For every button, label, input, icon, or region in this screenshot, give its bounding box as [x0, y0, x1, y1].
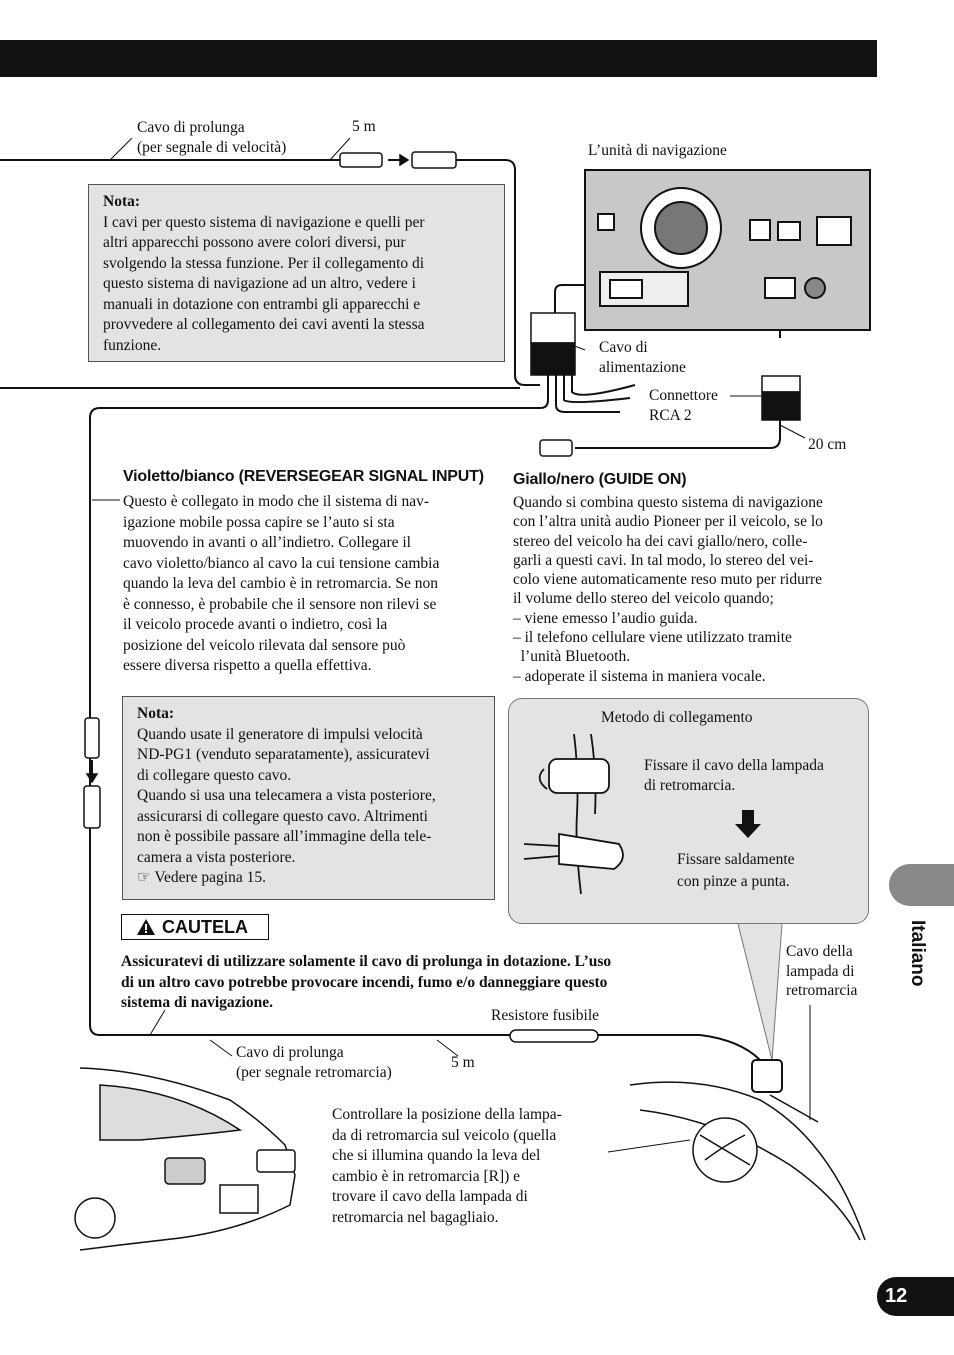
- language-label: Italiano: [907, 920, 928, 987]
- note-top-line: I cavi per questo sistema di navigazione e quelli per: [103, 213, 425, 231]
- violet-text: Questo è collegato in modo che il sistema di nav- igazione mobile possa capire se l’auto si sta muovendo in avanti o all’indietro. Collegare il cavo violetto/bianco al cavo la cui tensione cambia quando la leva del cambio è in retromarcia. Se non è connesso, è probabile che il sensore non rilevi se il veicolo procede avanti o indietro, così la posizione del veicolo rilevata dal sensore può essere diversa rispetto a quella effettiva.: [123, 493, 440, 674]
- yellow-text: Quando si combina questo sistema di navigazione con l’altra unità audio Pioneer per il veicolo, se lo stereo del veicolo ha dei cavi giallo/nero, colle- garli a questi cavi. In tal modo, lo stereo del vei- colo viene automaticamente reso muto per ridurre il volume dello stereo del veicolo quando; – viene emesso l’audio guida. – il telefono cellulare viene utilizzato tramite l’unità Bluetooth. – adoperate il sistema in maniera vocale.: [513, 494, 823, 685]
- reverse-cable-label: Cavo di prolunga (per segnale retromarcia): [236, 1044, 392, 1081]
- page-number: 12: [877, 1277, 954, 1316]
- reverse-lamp-cable-label: Cavo della lampada di retromarcia: [786, 943, 858, 999]
- language-tab: [889, 864, 954, 906]
- warning-icon: [136, 918, 156, 936]
- fuse-resistor-label: Resistore fusibile: [491, 1007, 600, 1024]
- connection-method-box: [508, 698, 869, 924]
- yellow-heading: Giallo/nero (GUIDE ON): [513, 471, 687, 488]
- note-top-title: Nota:: [103, 193, 141, 210]
- method-title: Metodo di collegamento: [601, 709, 753, 726]
- note-bottom: Nota: Quando usate il generatore di impulsi velocità ND-PG1 (venduto separatamente), assicuratevi di collegare questo cavo. Quando si usa una telecamera a vista posteriore, assicurarsi di collegare questo cavo. Altrimenti non è possibile passare all’immagine della tele- camera a vista posteriore. ☞ Vedere pagina 15.: [122, 696, 495, 900]
- length-label-top: 5 m: [352, 118, 376, 135]
- method-step-2: Fissare saldamente con pinze a punta.: [677, 851, 795, 890]
- note-top-line: manuali in dotazione con entrambi gli apparecchi e: [103, 295, 421, 313]
- power-cable-label: Cavo di alimentazione: [599, 339, 686, 376]
- violet-heading: Violetto/bianco (REVERSEGEAR SIGNAL INPUT): [123, 468, 484, 485]
- note-top-line: provvedere al collegamento dei cavi aventi la stessa: [103, 316, 425, 333]
- rca-connector-label: Connettore RCA 2: [649, 387, 718, 424]
- length-label-20cm: 20 cm: [808, 436, 847, 453]
- arrow-down-icon: [735, 810, 761, 845]
- note-top-line: svolgendo la stessa funzione. Per il collegamento di: [103, 254, 425, 272]
- caution-text: Assicuratevi di utilizzare solamente il cavo di prolunga in dotazione. L’uso di un altro cavo potrebbe provocare incendi, fumo e/o danneggiare questo sistema di navigazione.: [121, 953, 612, 1011]
- note-top-line: funzione.: [103, 336, 162, 354]
- nav-unit-label: L’unità di navigazione: [588, 142, 727, 159]
- method-step-1: Fissare il cavo della lampada di retromarcia.: [644, 757, 824, 794]
- note-bottom-title: Nota:: [137, 705, 175, 722]
- note-top-line: questo sistema di navigazione ad un altro, vedere i: [103, 275, 416, 292]
- page-reference: ☞ Vedere pagina 15.: [137, 869, 266, 886]
- note-top-line: altri apparecchi possono avere colori diversi, pur: [103, 234, 406, 251]
- length-label-bottom: 5 m: [451, 1054, 475, 1071]
- note-top: [88, 184, 505, 362]
- reverse-cable-end: [598, 1035, 760, 1060]
- car-instruction-text: Controllare la posizione della lampa- da di retromarcia sul veicolo (quella che si illumina quando la leva del cambio è in retromarcia [R]) e trovare il cavo della lampada di retromarcia nel bagagliaio.: [332, 1106, 562, 1226]
- caution-label: [121, 914, 269, 940]
- caution-title: CAUTELA: [162, 917, 248, 937]
- speed-cable-label: Cavo di prolunga (per segnale di velocità): [137, 119, 287, 156]
- tap-connector-illustration: [519, 734, 629, 894]
